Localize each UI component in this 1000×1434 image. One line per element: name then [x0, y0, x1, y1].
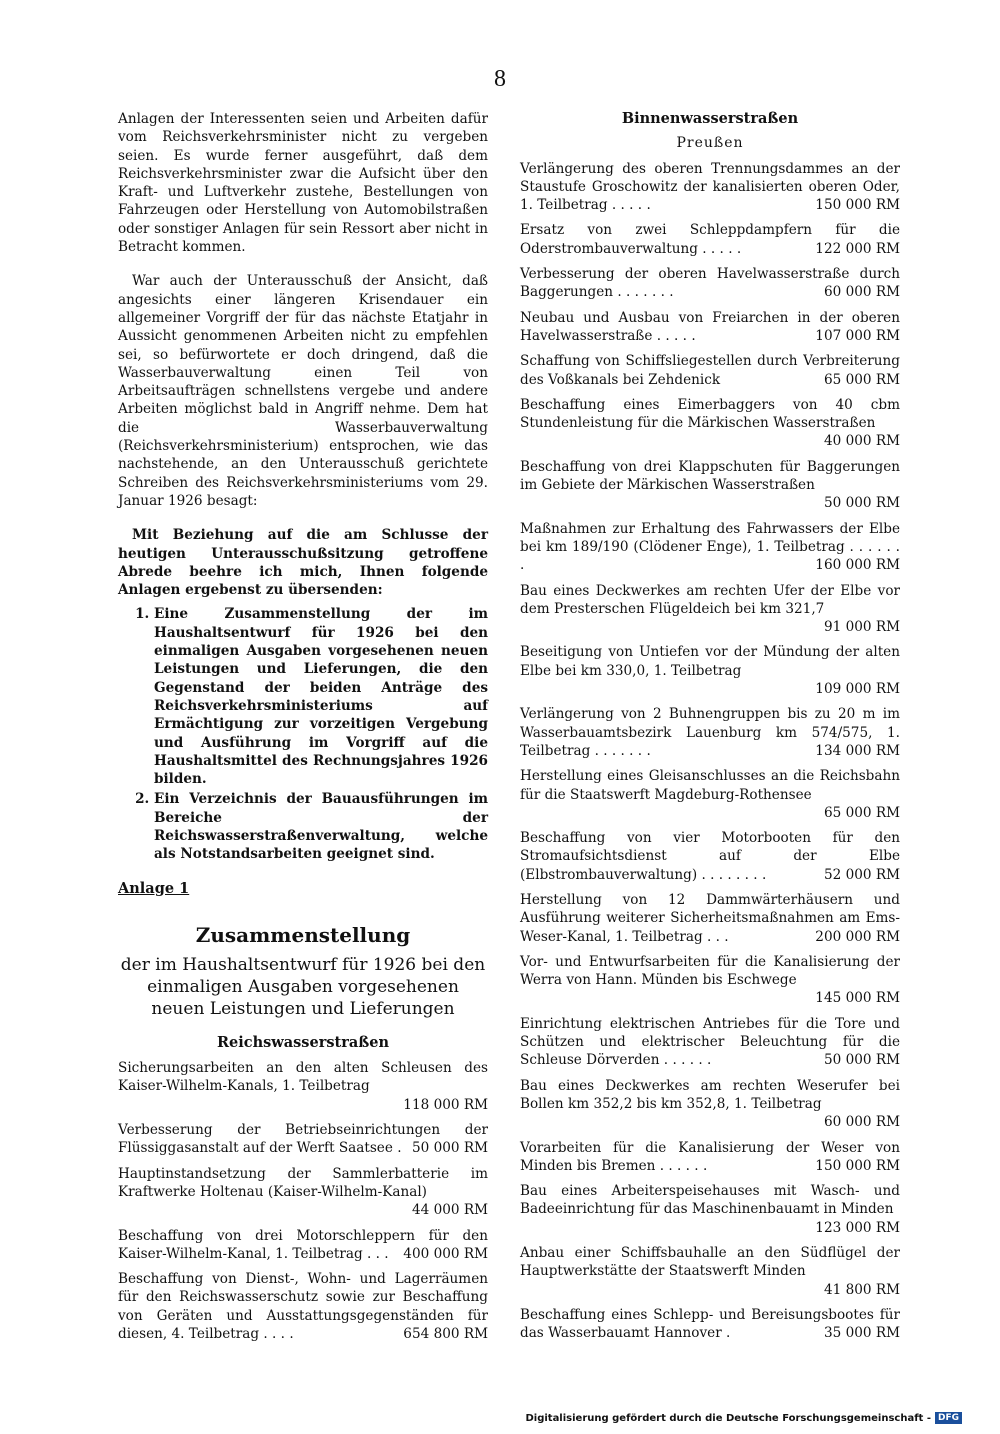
item-description: Vorarbeiten für die Kanalisierung der Weser von Minden bis Bremen . . . . . . [520, 1139, 900, 1174]
item-amount: 400 000 RM [403, 1245, 488, 1262]
paragraph-2: War auch der Unterausschuß der Ansicht, daß angesichts einer längeren Krisendauer ein allgemeiner Vorgriff der für das nächste Etatjahr in Aussicht genommenen Arbeiten nicht zu empfehlen sei, so befürwortete er doch dringend, daß die Wasserbauverwaltung einen Teil von Arbeitsaufträgen schnellstens vergebe und andere Arbeiten möglichst bald in Angriff nehme. Dem hat die Wasserbauverwaltung (Reichsverkehrsministerium) entsprochen, wie das nachstehende, an den Unterausschuß gerichtete Schreiben des Reichsverkehrsministeriums vom 29. Januar 1926 besagt: [118, 273, 488, 509]
item-description: Beschaffung von Dienst-, Wohn- und Lagerräumen für den Reichswasserschutz sowie zur Beschaffung von Geräten und Ausstattungsgegenständen für diesen, 4. Teilbetrag . . . . [118, 1271, 488, 1343]
item-description: Verbesserung der oberen Havelwasserstraße durch Baggerungen . . . . . . . [520, 266, 900, 301]
item-description: Sicherungsarbeiten an den alten Schleusen des Kaiser-Wilhelm-Kanals, 1. Teilbetrag [118, 1060, 488, 1095]
budget-item [520, 265, 900, 302]
budget-item [520, 352, 900, 389]
footer-text: Digitalisierung gefördert durch die Deutsche Forschungsgemeinschaft - [525, 1412, 931, 1424]
item-description: Herstellung eines Gleisanschlusses an die Reichsbahn für die Staatswerft Magdeburg-Rothensee [520, 768, 900, 803]
item-description: Maßnahmen zur Erhaltung des Fahrwassers der Elbe bei km 189/190 (Clödener Enge), 1. Teilbetrag . . . . . . . [520, 520, 900, 574]
budget-item [520, 520, 900, 575]
item-description: Verlängerung von 2 Buhnengruppen bis zu 20 m im Wasserbauamtsbezirk Lauenburg km 574/575, 1. Teilbetrag . . . . . . . [520, 706, 900, 759]
item-amount: 118 000 RM [403, 1096, 488, 1113]
item-amount: 52 000 RM [823, 866, 900, 883]
item-description: Einrichtung elektrischen Antriebes für die Tore und Schützen und elektrischer Beleuchtung für die Schleuse Dörverden . . . . . . [520, 1015, 900, 1069]
item-amount: 123 000 RM [815, 1219, 900, 1236]
item-amount: 50 000 RM [823, 1052, 900, 1069]
item-description: Bau eines Deckwerkes am rechten Ufer der Elbe vor dem Presterschen Flügeldeich bei km 321,7 [520, 582, 900, 617]
document-title: Zusammenstellung [195, 922, 411, 947]
item-amount: 65 000 RM [823, 371, 900, 388]
budget-item [520, 160, 900, 215]
budget-item [520, 1306, 900, 1343]
item-amount: 107 000 RM [815, 327, 900, 344]
item-description: Beschaffung eines Schlepp- und Bereisungsbootes für das Wasserbauamt Hannover . [520, 1306, 900, 1342]
footer [525, 1412, 962, 1424]
budget-item [520, 643, 900, 698]
budget-item [520, 309, 900, 346]
document-subtitle: der im Haushaltsentwurf für 1926 bei den einmaligen Ausgaben vorgesehenen neuen Leistungen und Lieferungen [120, 954, 486, 1019]
budget-item [520, 396, 900, 451]
item-amount: 150 000 RM [815, 1157, 900, 1174]
item-amount: 122 000 RM [815, 240, 900, 257]
budget-item [520, 767, 900, 822]
item-description: Beschaffung von drei Klappschuten für Baggerungen im Gebiete der Märkischen Wasserstraßen [520, 458, 900, 494]
anlage-label: Anlage 1 [118, 879, 190, 897]
item-amount: 200 000 RM [815, 928, 900, 945]
budget-item [520, 582, 900, 637]
section-heading-reich: Reichswasserstraßen [216, 1033, 390, 1051]
item-description: Bau eines Deckwerkes am rechten Weserufer bei Bollen km 352,2 bis km 352,8, 1. Teilbetrag [520, 1077, 900, 1112]
list-item: 1. Eine Zusammenstellung der im Haushaltsentwurf für 1926 bei den einmaligen Ausgaben vorgesehenen neuen Leistungen und Lieferungen, die den Gegenstand der beiden Anträge des Reichsverkehrsministeriums auf Ermächtigung zur vorzeitigen Vergebung und Ausführung im Vorgriff auf die Haushaltsmittel des Rechnungsjahres 1926 bilden. [154, 605, 488, 788]
dfg-logo: DFG [935, 1412, 962, 1424]
section-heading-binnen: Binnenwasserstraßen [621, 110, 799, 127]
budget-item [520, 221, 900, 258]
item-description: Herstellung von 12 Dammwärterhäusern und Ausführung weiterer Sicherheitsmaßnahmen am Ems-Weser-Kanal, 1. Teilbetrag . . . [520, 891, 900, 945]
item-amount: 40 000 RM [823, 433, 900, 450]
budget-item [520, 1244, 900, 1299]
item-amount: 150 000 RM [815, 197, 900, 214]
budget-item [520, 1015, 900, 1070]
item-description: Anbau einer Schiffsbauhalle an den Südflügel der Hauptwerkstätte der Staatswerft Minden [520, 1245, 900, 1280]
item-amount: 134 000 RM [815, 742, 900, 759]
item-amount: 109 000 RM [815, 681, 900, 698]
item-description: Beseitigung von Untiefen vor der Mündung der alten Elbe bei km 330,0, 1. Teilbetrag [520, 644, 900, 679]
item-description: Beschaffung von vier Motorbooten für den Stromaufsichtsdienst auf der Elbe (Elbstrombauverwaltung) . . . . . . . . [520, 830, 900, 883]
budget-item [118, 1121, 488, 1158]
budget-item [118, 1165, 488, 1220]
item-description: Schaffung von Schiffsliegestellen durch Verbreiterung des Voßkanals bei Zehdenick [520, 353, 900, 388]
item-amount: 50 000 RM [411, 1140, 488, 1157]
item-amount: 654 800 RM [403, 1326, 488, 1343]
subsection-heading: Preußen [676, 135, 744, 152]
item-description: Bau eines Arbeiterspeisehauses mit Wasch- und Badeeinrichtung für das Maschinenbauamt in Minden [520, 1183, 900, 1218]
item-amount: 60 000 RM [823, 284, 900, 301]
item-amount: 160 000 RM [815, 557, 900, 574]
budget-item [520, 705, 900, 760]
item-amount: 145 000 RM [815, 990, 900, 1007]
left-column [118, 110, 488, 1343]
item-description: Verlängerung des oberen Trennungsdammes an der Staustufe Groschowitz der kanalisierten oberen Oder, 1. Teilbetrag . . . . . [520, 160, 900, 214]
budget-item [118, 1270, 488, 1343]
item-description: Beschaffung von drei Motorschleppern für den Kaiser-Wilhelm-Kanal, 1. Teilbetrag . . . [118, 1227, 488, 1262]
item-amount: 44 000 RM [411, 1202, 488, 1219]
budget-item [520, 891, 900, 946]
enclosure-list [118, 605, 488, 863]
item-description: Beschaffung eines Eimerbaggers von 40 cbm Stundenleistung für die Märkischen Wasserstraßen [520, 396, 900, 432]
budget-item [520, 829, 900, 884]
item-description: Ersatz von zwei Schleppdampfern für die Oderstrombauverwaltung . . . . . [520, 222, 900, 257]
right-column [520, 110, 900, 1343]
item-amount: 91 000 RM [823, 619, 900, 636]
list-item: 2. Ein Verzeichnis der Bauausführungen im Bereiche der Reichswasserstraßenverwaltung, welche als Notstandsarbeiten geeignet sind. [154, 790, 488, 863]
item-amount: 60 000 RM [823, 1114, 900, 1131]
paragraph-3: Mit Beziehung auf die am Schlusse der heutigen Unterausschußsitzung getroffene Abrede beehre ich mich, Ihnen folgende Anlagen ergebenst zu übersenden: [118, 527, 488, 599]
budget-item [520, 1077, 900, 1132]
item-amount: 65 000 RM [823, 804, 900, 821]
budget-item [118, 1059, 488, 1114]
paragraph-1: Anlagen der Interessenten seien und Arbeiten dafür vom Reichsverkehrsminister nicht zu vergeben seien. Es wurde ferner ausgeführt, daß dem Reichsverkehrsminister zwar die Aufsicht über den Kraft- und Luftverkehr zustehe, Bestellungen von Fahrzeugen oder Herstellung von Automobilstraßen oder sonstiger Anlagen für sein Ressort aber nicht in Betracht kommen. [118, 111, 488, 256]
budget-item [118, 1227, 488, 1264]
item-amount: 41 800 RM [823, 1281, 900, 1298]
item-description: Verbesserung der Betriebseinrichtungen der Flüssiggasanstalt auf der Werft Saatsee . [118, 1122, 488, 1157]
item-description: Hauptinstandsetzung der Sammlerbatterie im Kraftwerke Holtenau (Kaiser-Wilhelm-Kanal) [118, 1165, 488, 1200]
item-amount: 35 000 RM [823, 1325, 900, 1342]
budget-item [520, 1182, 900, 1237]
budget-item [520, 953, 900, 1008]
page-number: 8 [494, 66, 506, 92]
budget-item [520, 1139, 900, 1176]
item-amount: 50 000 RM [823, 495, 900, 512]
item-description: Neubau und Ausbau von Freiarchen in der oberen Havelwasserstraße . . . . . [520, 309, 900, 344]
item-description: Vor- und Entwurfsarbeiten für die Kanalisierung der Werra von Hann. Münden bis Eschwege [520, 953, 900, 989]
budget-item [520, 458, 900, 513]
